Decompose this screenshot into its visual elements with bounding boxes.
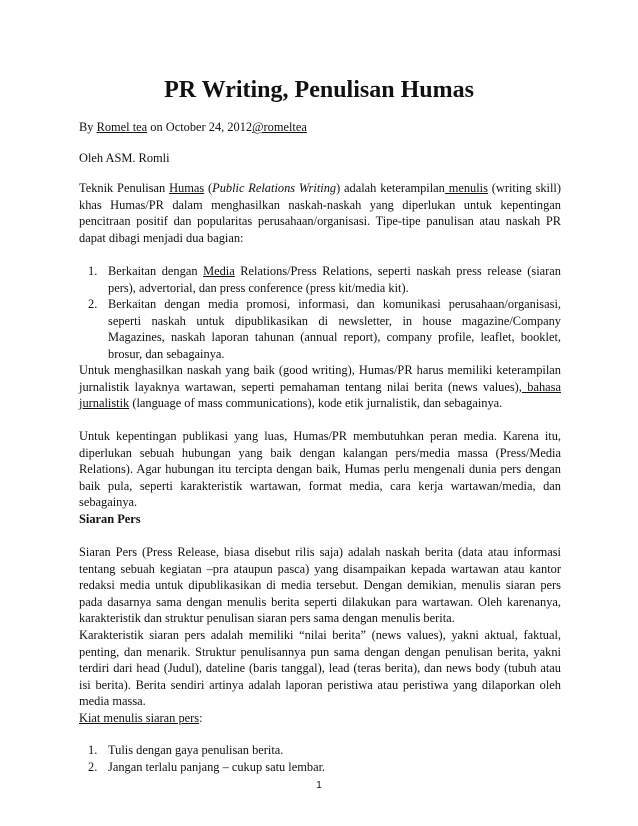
text-line: Teknik Penulisan Humas (Public Relations Writing) adalah keterampilan menulis (writing skill) <box>79 181 561 195</box>
text-line: dapat dibagi menjadi dua bagian: <box>79 230 244 245</box>
byline-by: By <box>79 120 97 134</box>
media-relations-paragraph: Untuk kepentingan publikasi yang luas, Humas/PR membutuhkan peran media. Karena itu, diperlukan sebuah hubungan yang baik dengan kalangan pers/media massa (Press/Media Relations). Agar hubungan itu tercipta dengan baik, Humas perlu mengenali dunia pers dengan baik pula, seperti karakteristik wartawan, format media, cara kerja wartawan/media, dan sebagainya. <box>79 429 561 510</box>
page-title: PR Writing, Penulisan Humas <box>164 77 474 103</box>
good-writing-paragraph: Untuk menghasilkan naskah yang baik (good writing), Humas/PR harus memiliki keterampilan jurnalistik layaknya wartawan, seperti pemahaman tentang nilai berita (news values), bahasa jurnalistik (language of mass communications), kode etik jurnalistik, dan sebagainya. <box>79 363 561 411</box>
list-item: 1. Berkaitan dengan Media Relations/Press Relations, seperti naskah press release (siaran pers), advertorial, dan press conference (press kit/media kit). <box>88 264 561 295</box>
humas-link[interactable]: Humas <box>169 181 205 195</box>
media-link[interactable]: Media <box>203 264 235 278</box>
section-heading-siaran-pers: Siaran Pers <box>79 512 141 526</box>
list-item: 2. Berkaitan dengan media promosi, informasi, dan komunikasi perusahaan/organisasi, seperti naskah untuk dipublikasikan di newsletter, in house magazine/Company Magazines, naskah laporan tahunan (annual report), company profile, leaflet, booklet, brosur, dan sebagainya. <box>88 297 561 361</box>
siaran-pers-paragraph: Siaran Pers (Press Release, biasa disebut rilis saja) adalah naskah berita (data atau informasi tentang sebuah kegiatan –pra ataupun pasca) yang disampaikan kepada wartawan atau kantor redaksi media untuk dipublikasikan di media tersebut. Dengan demikian, menulis siaran pers pada dasarnya sama dengan menulis berita seperti dilakukan para wartawan. Oleh karenanya, karakteristik dan struktur penulisan siaran pers sama dengan menulis berita. <box>79 545 561 626</box>
text-line: khas Humas/PR dalam menghasilkan naskah-naskah yang diperlukan untuk kepentingan <box>79 197 561 212</box>
jurnalistik-link[interactable]: jurnalistik <box>79 396 130 411</box>
author-line: Oleh ASM. Romli <box>79 151 170 165</box>
intro-paragraph <box>79 180 561 246</box>
menulis-link[interactable]: menulis <box>444 181 488 195</box>
kiat-heading: Kiat menulis siaran pers: <box>79 711 203 725</box>
kiat-list <box>79 742 561 775</box>
karakteristik-paragraph: Karakteristik siaran pers adalah memiliki “nilai berita” (news values), yakni aktual, faktual, penting, dan menarik. Struktur penulisannya pun sama dengan dengan penulisan berita, yakni terdiri dari head (Judul), dateline (baris tanggal), lead (teras berita), dan news body (tubuh atau isi berita). Berita sendiri artinya adalah laporan peristiwa atau peristiwa yang dilaporkan oleh media massa. <box>79 628 561 709</box>
byline-date: on October 24, 2012 <box>147 120 253 134</box>
bahasa-link[interactable]: bahasa <box>521 379 561 394</box>
text-line: pencitraan positif dan popularitas perusahaan/organisasi. Tipe-tipe panulisan atau naskah PR <box>79 214 561 229</box>
page-number: 1 <box>316 780 322 791</box>
author-link[interactable]: Romel tea <box>96 120 148 134</box>
kiat-link[interactable]: Kiat menulis siaran pers <box>79 711 200 725</box>
pr-writing-types-list <box>79 263 561 363</box>
list-item: 1. Tulis dengan gaya penulisan berita. <box>88 743 284 757</box>
author-handle-link[interactable]: @romeltea <box>252 120 307 134</box>
list-item: 2. Jangan terlalu panjang – cukup satu lembar. <box>88 759 326 774</box>
byline <box>79 119 561 136</box>
